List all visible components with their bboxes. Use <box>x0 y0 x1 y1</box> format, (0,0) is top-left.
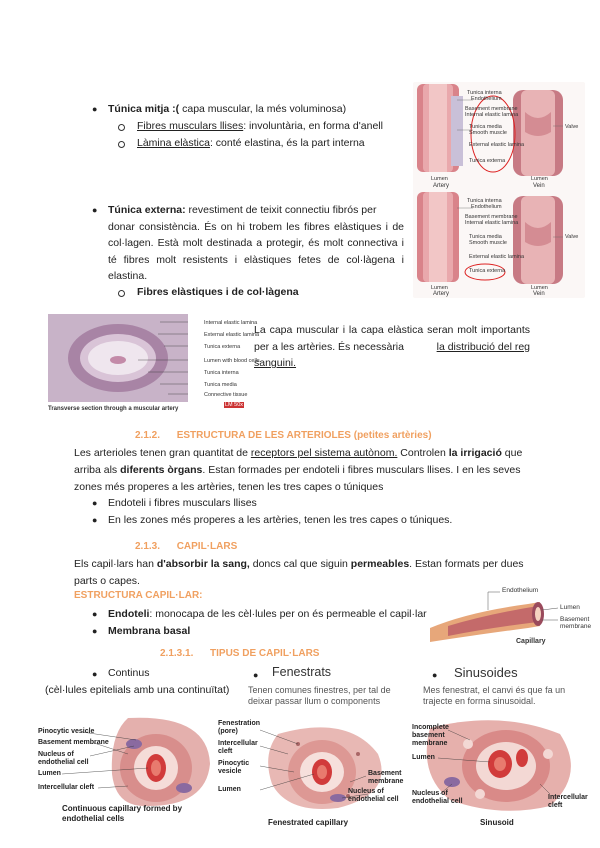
vessel-label: Valve <box>565 124 579 130</box>
text-span: per a les artèries. És necessària <box>254 340 404 353</box>
bullet-dot: ● <box>92 205 98 215</box>
tunica-externa-title: Túnica externa: <box>108 204 186 216</box>
capil-bullet-2: Membrana basal <box>108 625 191 637</box>
capillary-title: Capillary <box>516 638 546 645</box>
text-span: diferents òrgans <box>120 464 203 476</box>
fenestrated-capillary-figure <box>218 714 408 830</box>
tipus-continus: Continus <box>108 667 150 679</box>
bullet-dot: ● <box>92 626 98 636</box>
sub-bullet <box>118 290 125 297</box>
text-span: Endoteli <box>108 608 150 620</box>
text-span: d'absorbir la sang, <box>156 558 250 570</box>
text-span: Els capil·lars han <box>74 558 157 570</box>
histology-label: External elastic lamina <box>204 332 260 338</box>
continuous-label: Nucleus of endothelial cell <box>38 751 89 766</box>
sub-bullet <box>118 124 125 131</box>
capillary-label: Basement membrane <box>560 616 592 630</box>
text-line: zones més properes a les artèries, tenen les tres capes o túniques <box>74 480 384 493</box>
item-text: : conté elastina, és la part interna <box>209 137 365 149</box>
vessel-label: Internal elastic lamina <box>465 112 519 118</box>
tunica-mitja-rest: capa muscular, la més voluminosa) <box>179 103 347 115</box>
text-line: té fibres molt resistents i elàstiques fetes de col·làgena i <box>108 253 404 266</box>
vessel-label: External elastic lamina <box>469 142 525 148</box>
vessel-label: Endothelium <box>471 204 502 210</box>
text-line: parts o capes. <box>74 574 140 587</box>
sinusoid-label: Intercellular cleft <box>548 794 588 809</box>
tunica-externa-p1 <box>108 202 404 219</box>
text-span: permeables <box>350 558 410 570</box>
text-line: elastina. <box>108 270 148 282</box>
continuous-label: Lumen <box>38 770 61 777</box>
capillary-label: Lumen <box>560 604 580 611</box>
heading-arterioles: 2.1.2. ESTRUCTURA DE LES ARTERIOLES (petites artèries) <box>135 430 432 441</box>
text-span: receptors pel sistema autònom. <box>250 447 398 459</box>
text-line: La capa muscular i la capa elàstica seran molt importants <box>254 324 530 336</box>
fenestrated-caption: Fenestrated capillary <box>268 818 349 827</box>
tunica-mitja-item-2 <box>137 135 365 152</box>
vessel-label: Lumen <box>531 176 548 182</box>
text-span: la irrigació <box>448 447 502 459</box>
subheading-structure: ESTRUCTURA CAPIL·LAR: <box>74 590 203 601</box>
bullet-dot: ● <box>92 669 98 679</box>
artery-label: Artery <box>433 291 450 297</box>
capil-bullet-1 <box>108 606 427 623</box>
sinusoid-label: Nucleus of endothelial cell <box>412 790 463 805</box>
sinusoides-note: trajecte en forma sinusoidal. <box>423 696 536 706</box>
vessel-label: Basement membrane <box>465 214 518 220</box>
vein-label: Vein <box>533 183 545 189</box>
continuous-label: Basement membrane <box>38 739 109 746</box>
fenestrats-note: Tenen comunes finestres, per tal de <box>248 685 391 695</box>
fenestrated-label: Lumen <box>218 786 241 793</box>
heading-tipus: 2.1.3.1. TIPUS DE CAPIL·LARS <box>160 648 320 659</box>
bullet-dot: ● <box>92 609 98 619</box>
vessel-label: Tunica media <box>469 124 502 130</box>
text-span: arriba als <box>74 464 121 476</box>
bullet-dot: ● <box>92 104 98 114</box>
capil-line-1 <box>74 556 530 573</box>
text-span: Les arterioles tenen gran quantitat de <box>74 447 251 459</box>
continuous-capillary-figure <box>38 714 214 826</box>
bullet-dot: ● <box>92 498 98 508</box>
item-text: : involuntària, en forma d'anell <box>243 120 383 132</box>
bullet-dot: ● <box>92 515 98 525</box>
histology-para-line-2 <box>254 339 530 356</box>
vessel-label: External elastic lamina <box>469 254 525 260</box>
continuous-label: Pinocytic vesicle <box>38 728 95 735</box>
sinusoid-caption: Sinusoid <box>480 818 514 827</box>
histology-figure <box>48 314 260 414</box>
histology-label: Tunica externa <box>204 344 241 350</box>
sinusoid-label: Incomplete basement membrane <box>412 724 449 747</box>
bullet-dot: ● <box>253 670 259 680</box>
fenestrated-label: Fenestration (pore) <box>218 720 261 735</box>
text-span: . Estan formats per dues <box>409 558 524 570</box>
capillary-label: Endothelium <box>502 587 539 594</box>
artery-vein-figure <box>413 82 585 298</box>
histology-label: Tunica interna <box>204 370 239 376</box>
vessel-label: Smooth muscle <box>469 240 507 246</box>
capillary-figure <box>428 582 590 650</box>
artery-label: Artery <box>433 183 450 189</box>
arterioles-line-1 <box>74 445 530 462</box>
arterioles-bullet: Endoteli i fibres musculars llises <box>108 497 257 509</box>
sinusoid-label: Lumen <box>412 754 435 761</box>
vessel-label: Endothelium <box>471 96 502 102</box>
text-line: revestiment de teixit connectiu fibrós per <box>188 204 377 216</box>
text-span: Controlen <box>397 447 449 459</box>
bullet-dot: ● <box>432 670 438 680</box>
vessel-label: Tunica externa <box>469 158 506 164</box>
fenestrated-label: Intercellular cleft <box>218 740 258 755</box>
text-line: donar consistència. És on hi trobem les fibres elàstiques i de <box>108 220 404 233</box>
item-term: Fibres musculars llises <box>137 120 244 132</box>
vessel-label: Internal elastic lamina <box>465 220 519 226</box>
vessel-label: Lumen <box>431 285 448 291</box>
continuous-caption: Continuous capillary formed by endothelial cells <box>62 804 183 823</box>
sinusoid-figure <box>410 714 586 830</box>
fenestrated-label: Pinocytic vesicle <box>218 760 250 775</box>
vessel-label: Basement membrane <box>465 106 518 112</box>
vessel-label: Lumen <box>531 285 548 291</box>
vessel-label: Valve <box>565 234 579 240</box>
vessel-label: Lumen <box>431 176 448 182</box>
fenestrats-note: deixar passar llum o components <box>248 696 381 706</box>
tipus-fenestrats: Fenestrats <box>272 665 332 679</box>
item-term: Làmina elàstica <box>137 137 210 149</box>
tunica-mitja-item-1 <box>137 118 383 135</box>
text-span: la distribució del reg <box>436 340 530 353</box>
vessel-label: Tunica interna <box>467 198 502 204</box>
tipus-sinusoides: Sinusoides <box>454 665 518 680</box>
scale-badge: LM 50x <box>225 402 244 408</box>
arterioles-bullet: En les zones més properes a les artèries, tenen les tres capes o túniques. <box>108 514 453 526</box>
vessel-label: Smooth muscle <box>469 130 507 136</box>
histology-label: Lumen with blood cells <box>204 358 260 364</box>
vein-label: Vein <box>533 291 545 297</box>
histology-caption: Transverse section through a muscular artery <box>48 406 179 412</box>
histology-label: Tunica media <box>204 382 237 388</box>
vessel-label: Tunica externa <box>469 268 506 274</box>
histology-micrograph <box>48 314 246 414</box>
vessel-label: Tunica interna <box>467 90 502 96</box>
vessel-label: Tunica media <box>469 234 502 240</box>
heading-capillars: 2.1.3. CAPIL·LARS <box>135 541 238 552</box>
sinusoides-note: Mes fenestrat, el canvi és que fa un <box>423 685 566 695</box>
tunica-mitja-title: Túnica mitja :( <box>108 103 180 115</box>
text-span: : monocapa de les cèl·lules per on és permeable el capil·lar <box>149 608 427 620</box>
tipus-continus-note: (cèl·lules epitelials amb una continuïtat) <box>45 684 230 696</box>
text-span: que <box>501 447 523 459</box>
tunica-mitja-line <box>108 101 346 118</box>
histology-label: Connective tissue <box>204 392 248 398</box>
continuous-label: Intercellular cleft <box>38 784 95 791</box>
fenestrated-label: Basement membrane <box>368 770 404 785</box>
arterioles-line-2 <box>74 462 520 479</box>
histology-label: Internal elastic lamina <box>204 320 258 326</box>
text-line: col·lagen. Està molt destinada a protegir, és molt connectiva i <box>108 237 404 249</box>
sub-bullet <box>118 141 125 148</box>
text-span: doncs cal que siguin <box>249 558 351 570</box>
text-span: . Estan formades per endoteli i fibres musculars llises. I en les seves <box>202 464 521 476</box>
tunica-externa-sub: Fibres elàstiques i de col·làgena <box>137 286 299 298</box>
fenestrated-label: Nucleus of endothelial cell <box>348 788 399 803</box>
text-line: sanguini. <box>254 357 297 369</box>
